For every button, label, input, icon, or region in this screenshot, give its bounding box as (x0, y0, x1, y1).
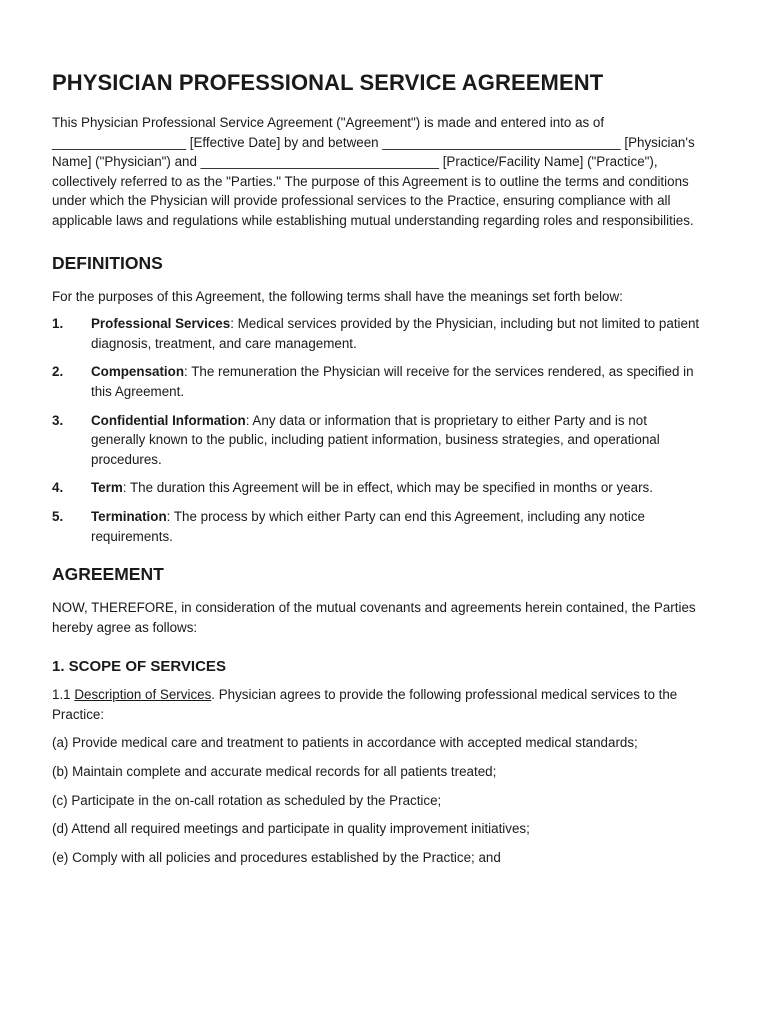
definitions-list (52, 314, 722, 546)
definition-term: Term (91, 480, 123, 496)
document-title: PHYSICIAN PROFESSIONAL SERVICE AGREEMENT (52, 70, 604, 95)
definition-item (52, 314, 722, 353)
clause-text: . Physician agrees to provide the following professional medical services to the Practice: (52, 687, 678, 722)
clause-number: 1.1 (52, 687, 75, 703)
definition-number: 2. (52, 364, 64, 380)
scope-item: (e) Comply with all policies and procedures established by the Practice; and (52, 849, 501, 865)
definition-body (91, 507, 722, 546)
definition-term: Confidential Information (91, 412, 246, 428)
agreement-lead: NOW, THEREFORE, in consideration of the mutual covenants and agreements herein contained, the Parties hereby agree as follows: (52, 600, 696, 635)
agreement-heading: AGREEMENT (52, 564, 164, 585)
definition-body (91, 362, 722, 401)
definition-text: : The duration this Agreement will be in effect, which may be specified in months or years. (122, 480, 653, 496)
scope-item: (d) Attend all required meetings and participate in quality improvement initiatives; (52, 821, 530, 837)
definition-body (91, 314, 722, 353)
definition-text: : Medical services provided by the Physician, including but not limited to patient diagnosis, treatment, and care management. (91, 316, 700, 351)
definition-number: 5. (52, 508, 64, 524)
definition-text: : The process by which either Party can end this Agreement, including any notice requirements. (91, 508, 646, 544)
scope-item: (a) Provide medical care and treatment to patients in accordance with accepted medical standards; (52, 735, 638, 751)
definition-term: Termination (91, 508, 167, 524)
definition-item (52, 362, 722, 401)
clause-title: Description of Services (74, 687, 212, 703)
definition-item (52, 507, 722, 546)
definition-item (52, 478, 722, 498)
document-page (52, 70, 722, 876)
definition-text: : The remuneration the Physician will receive for the services rendered, as specified in this Agreement. (91, 364, 694, 399)
definition-text: : Any data or information that is proprietary to either Party and is not generally known to the public, including patient information, business strategies, and operational procedures. (91, 412, 660, 467)
definition-number: 4. (52, 480, 64, 496)
intro-paragraph: This Physician Professional Service Agreement ("Agreement") is made and entered into as of __________________ [Effective Date] by and between ________________________________ [Physician's Name] ("Physician") and ________________________________ [Practice/Facility Name] ("Practice"), collectively referred to as the "Parties." The purpose of this Agreement is to outline the terms and conditions under which the Physician will provide professional services to the Practice, ensuring compliance with all applicable laws and regulations while establishing mutual understanding regarding roles and responsibilities. (52, 115, 695, 228)
scope-heading: 1. SCOPE OF SERVICES (52, 658, 226, 676)
definition-term: Professional Services (91, 316, 231, 332)
scope-section (52, 658, 722, 867)
scope-clause (52, 685, 722, 724)
definition-item (52, 411, 722, 470)
definitions-lead: For the purposes of this Agreement, the following terms shall have the meanings set forth below: (52, 288, 623, 304)
definition-number: 3. (52, 412, 64, 428)
definitions-heading: DEFINITIONS (52, 252, 163, 273)
definition-body (91, 478, 722, 498)
definition-number: 1. (52, 316, 64, 332)
scope-item: (c) Participate in the on-call rotation as scheduled by the Practice; (52, 792, 442, 808)
definition-body (91, 411, 722, 470)
scope-item: (b) Maintain complete and accurate medical records for all patients treated; (52, 764, 497, 780)
definition-term: Compensation (91, 364, 184, 380)
